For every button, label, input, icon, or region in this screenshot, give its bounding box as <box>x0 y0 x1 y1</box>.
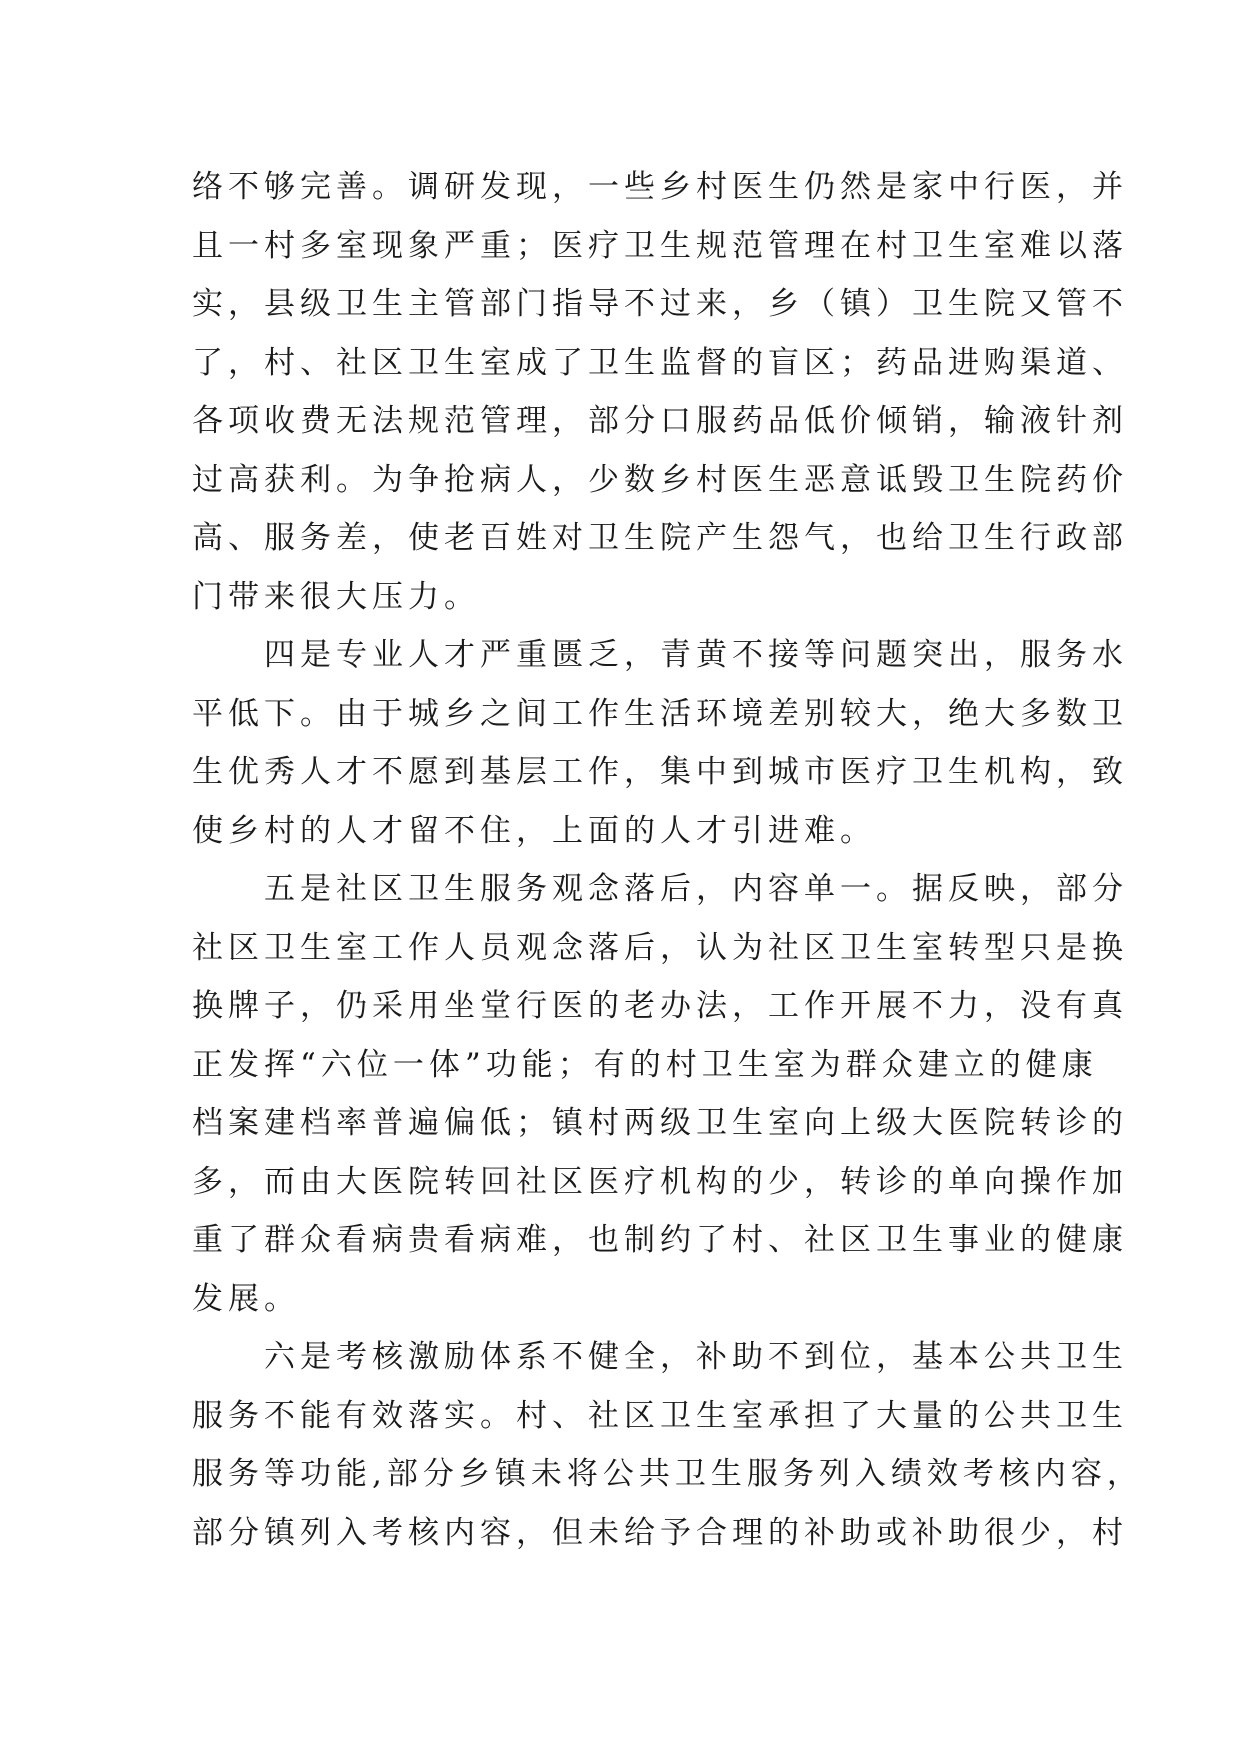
text-line: 社区卫生室工作人员观念落后，认为社区卫生室转型只是换 <box>192 929 1128 966</box>
text-line: 档案建档率普遍偏低；镇村两级卫生室向上级大医院转诊的 <box>192 1105 1128 1141</box>
text-line: 发展。 <box>192 1280 300 1317</box>
text-line: 实，县级卫生主管部门指导不过来，乡（镇）卫生院又管不 <box>192 286 1128 322</box>
text-line: 重了群众看病贵看病难，也制约了村、社区卫生事业的健康 <box>192 1222 1128 1258</box>
text-line: 使乡村的人才留不住，上面的人才引进难。 <box>192 812 876 849</box>
text-line: 正发挥“六位一体”功能；有的村卫生室为群众建立的健康 <box>192 1046 1098 1083</box>
text-line: 了，村、社区卫生室成了卫生监督的盲区；药品进购渠道、 <box>192 344 1128 381</box>
document-body <box>192 158 1143 1562</box>
text-line: 服务等功能,部分乡镇未将公共卫生服务列入绩效考核内容， <box>192 1456 1143 1492</box>
text-line: 四是专业人才严重匮乏，青黄不接等问题突出，服务水 <box>192 637 1128 673</box>
text-line: 络不够完善。调研发现，一些乡村医生仍然是家中行医，并 <box>192 169 1128 205</box>
paragraph <box>192 860 1128 1328</box>
text-line: 换牌子，仍采用坐堂行医的老办法，工作开展不力，没有真 <box>192 988 1128 1024</box>
text-line: 服务不能有效落实。村、社区卫生室承担了大量的公共卫生 <box>192 1397 1128 1434</box>
text-line: 多，而由大医院转回社区医疗机构的少，转诊的单向操作加 <box>192 1163 1128 1200</box>
text-line: 部分镇列入考核内容，但未给予合理的补助或补助很少，村 <box>192 1514 1128 1551</box>
text-line: 五是社区卫生服务观念落后，内容单一。据反映，部分 <box>192 871 1128 907</box>
paragraph <box>192 1328 1143 1562</box>
paragraph <box>192 626 1128 860</box>
text-line: 生优秀人才不愿到基层工作，集中到城市医疗卫生机构，致 <box>192 754 1128 790</box>
text-line: 过高获利。为争抢病人，少数乡村医生恶意诋毁卫生院药价 <box>192 461 1128 498</box>
paragraph <box>192 158 1128 626</box>
text-line: 高、服务差，使老百姓对卫生院产生怨气，也给卫生行政部 <box>192 520 1128 556</box>
text-line: 且一村多室现象严重；医疗卫生规范管理在村卫生室难以落 <box>192 227 1128 264</box>
text-line: 平低下。由于城乡之间工作生活环境差别较大，绝大多数卫 <box>192 695 1128 732</box>
text-line: 各项收费无法规范管理，部分口服药品低价倾销，输液针剂 <box>192 403 1128 439</box>
text-line: 门带来很大压力。 <box>192 578 480 615</box>
text-line: 六是考核激励体系不健全，补助不到位，基本公共卫生 <box>192 1339 1128 1375</box>
